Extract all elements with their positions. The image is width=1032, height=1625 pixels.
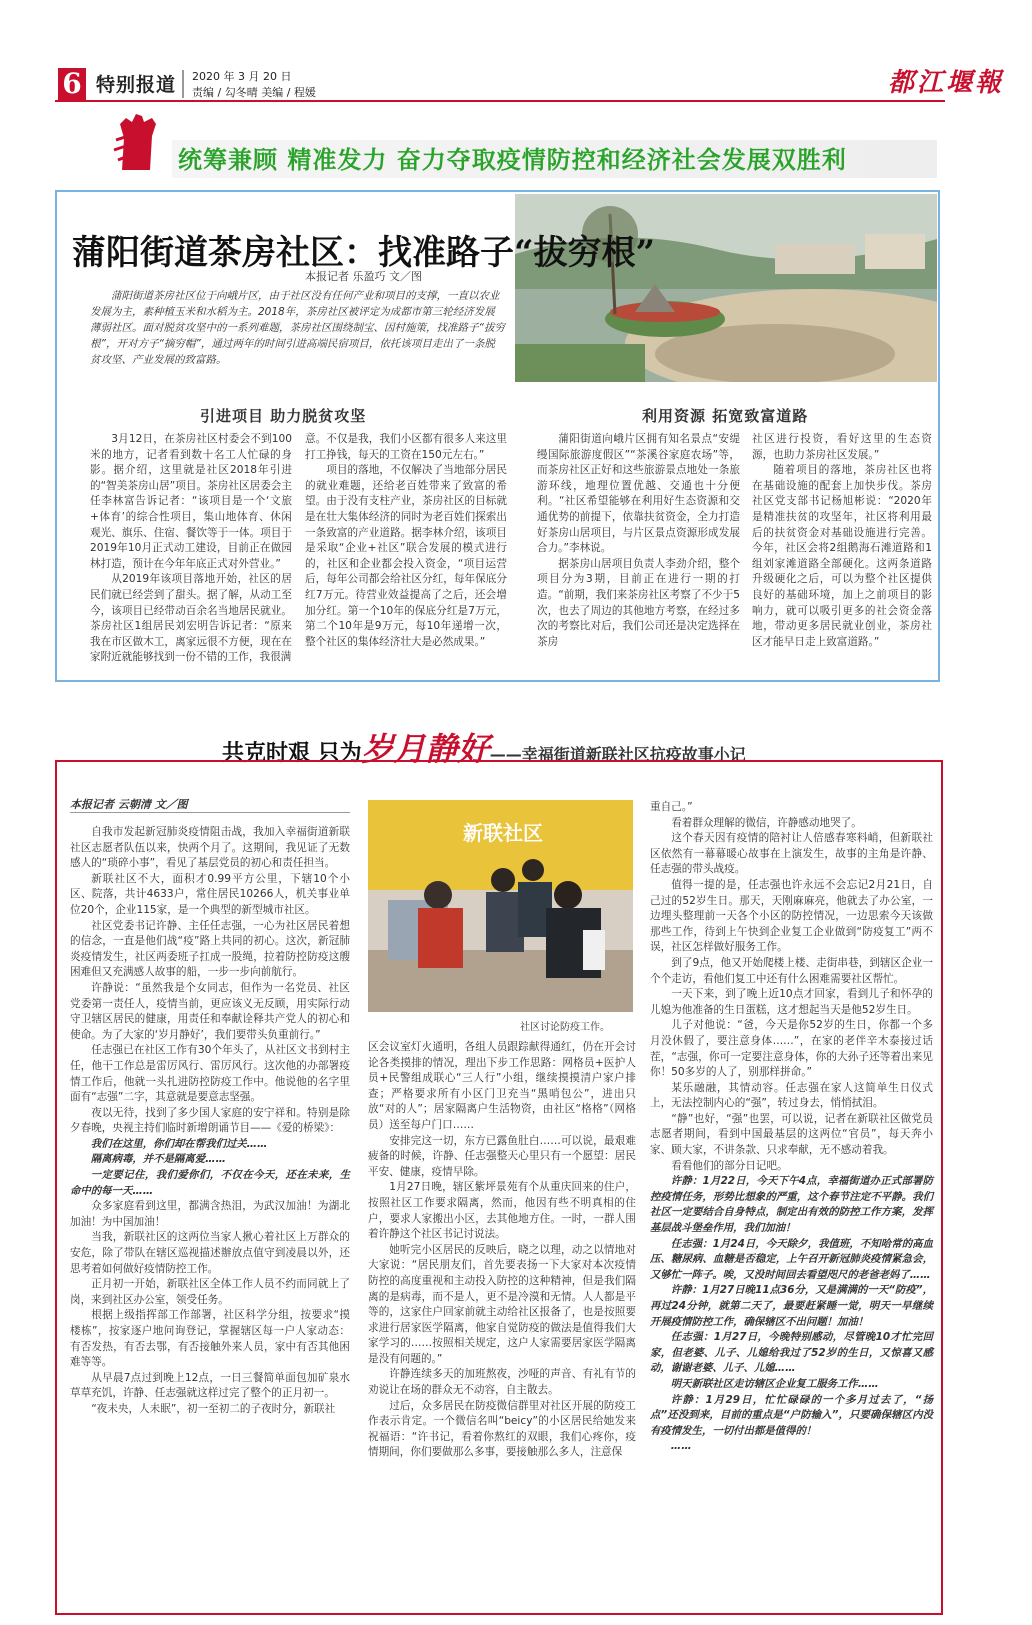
poem-line: 隔离病毒，并不是隔离爱…… <box>90 1153 226 1166</box>
paragraph: 夜以无待，找到了多少国人家庭的安宁祥和。特别是除夕春晚，央视主持们临时新增朗诵节目——《爱的桥梁》： <box>70 1106 350 1135</box>
paragraph: 据茶房山居项目负责人李劲介绍，整个项目分为3期，目前正在进行一期的打造。“前期，我们来茶房社区考察了不少于5次，也去了周边的其他地方考察，在经过多次的考察比对后，我们公司还是决定选择在茶房 <box>537 557 740 648</box>
paragraph: “夜未央，人未眠”，初一至初二的子夜时分，新联社 <box>91 1402 336 1415</box>
paragraph: 安排完这一切，东方已露鱼肚白……可以说，最艰难疲备的时候，许静、任志强整天心里只有一个愿望：居民平安、健康，疫情早除。 <box>368 1134 636 1178</box>
paragraph: 区会议室灯火通明，各组人员跟踪献得通红，仍在开会讨论各类摸排的情况，理出下步工作思路：网格员+医护人员+民警组成联心“三人行”小组，继续摸摸清户家户排查；严格要求所有小区门卫充当“黑哨包公”，进出只放“对的人”；居家隔离户生活物资，由社区“格格”（网格员）送至每户门口…… <box>368 1041 636 1131</box>
paragraph: 重自己。” <box>650 801 693 813</box>
diary-entry: 任志强：1月27日，今晚特别感动，尽管晚10才忙完回家，但老婆、儿子、儿媳给我过了52岁的生日，又惊喜又感动，谢谢老婆、儿子、儿媳…… <box>650 1331 933 1375</box>
story2-column-2 <box>368 1040 636 1461</box>
paragraph: 儿子对他说：“爸，今天是你52岁的生日，你都一个多月没休假了，要注意身体……”，在家的老伴辛木泰接过话茬，“志强，你可一定要注意身体，你的大孙子还等着出来见你！50多岁的人了，别那样拼命。” <box>650 1019 933 1079</box>
paragraph: 社区党委书记许静、主任任志强，一心为社区居民着想的信念，一直是他们战“疫”路上共同的初心。这次，新冠肺炎疫情发生，社区两委班子扛成一股绳，拉着防控防疫这艘困难但又充满感人故事的船，一步一步向前航行。 <box>70 919 350 979</box>
paragraph: 她听完小区居民的反映后，晓之以理，动之以情地对大家说：“居民朋友们，首先要表扬一下大家对本次疫情防控的高度重视和主动投入防控的这种精神，但是我们隔离的是病毒，而不是人，更不是冷漠和无情。人人都是平等的，这家住户回家前就主动给社区报备了，也是按照要求进行居家医学隔离，他家自觉防疫的做法是值得我们大家学习的……按照相关规定，这户人家需要居家医学隔离是没有问题的。” <box>368 1243 636 1365</box>
paragraph: 某乐融融，其情动容。任志强在家人这简单生日仪式上，无法控制内心的“强”，转过身去，悄悄拭泪。 <box>650 1081 933 1110</box>
story1-lead: 蒲阳街道茶房社区位于向峨片区，由于社区没有任何产业和项目的支撑，一直以农业发展为主，素种植玉米和水稻为主。2018年，茶房社区被评定为成都市第三轮经济发展薄弱社区。面对脱贫攻坚中的一系列难题，茶房社区围绕制宝、因村施策，找准路子“拔穷根”，开对方子“摘穷帽”，通过两年的时间引进高端民宿项目，依托该项目走出了一条脱贫攻坚、产业发展的致富路。 <box>90 290 505 366</box>
diary-entry: …… <box>670 1440 692 1453</box>
paragraph: 这个春天因有疫情的陪衬让人倍感春寒料峭，但新联社区依然有一幕幕暖心故事在上演发生，故事的主角是许静、任志强的带头战疫。 <box>650 832 933 876</box>
story1-column-4 <box>752 432 932 650</box>
story1-photo <box>515 194 937 382</box>
diary-entry: 许静：1月29日，忙忙碌碌的一个多月过去了，“扬点”还没到来，目前的重点是“户防输入”，只要确保辖区内没有疫情发生，一切付出都是值得的！ <box>650 1393 933 1437</box>
paragraph: 从早晨7点过到晚上12点，一日三餐简单面包加矿泉水草草充饥，许静、任志强就这样过完了整个的正月初一。 <box>70 1371 350 1400</box>
paragraph: 一天下来，到了晚上近10点才回家，看到儿子和怀孕的儿媳为他准备的生日蛋糕，这才想起当天是他52岁生日。 <box>650 988 933 1016</box>
paragraph: 值得一提的是，任志强也许永远不会忘记2月21日，自己过的52岁生日。那天，天刚麻麻亮，他就去了办公室，一边埋头整理前一天各个小区的防控情况，一边思索今天该做那些工作，待到上午快到企业复工企业做到“防疫复工”两不误，社区怎样做好服务工作。 <box>650 878 933 954</box>
photo-sign-text: 新联社区 <box>463 821 543 845</box>
story1-column-2 <box>305 432 507 650</box>
story1-byline: 本报记者 乐盈巧 文／图 <box>305 270 422 283</box>
diary-entry: 许静：1月27日晚11点36分，又是满满的一天“防疫”，再过24分钟，就第二天了，最要赶紧睡一觉，明天一早继续开展疫情防控工作，确保辖区不出问题！加油！ <box>650 1284 933 1328</box>
paragraph: 自我市发起新冠肺炎疫情阻击战，我加入幸福街道新联社区志愿者队伍以来，快两个月了。这期间，我见证了无数感人的“琐碎小事”，看见了基层党员的初心和责任担当。 <box>70 826 350 870</box>
issue-date: 2020 年 3 月 20 日 <box>192 70 292 83</box>
story1-headline: 蒲阳街道茶房社区：找准路子“拔穷根” <box>72 233 656 273</box>
story1-subhead-right: 利用资源 拓宽致富道路 <box>642 407 809 425</box>
story2-headline-pre: 共克时艰 只为 <box>222 741 362 766</box>
diary-entry: 许静：1月22日，今天下午4点，幸福街道办正式部署防控疫情任务，形势比想象的严重，这个春节注定不平静。我们社区一定要结合自身特点，制定出有效的防控工作方案，发挥基层战斗堡垒作用，我们加油！ <box>650 1175 933 1235</box>
diary-entry: 明天新联社区走访辖区企业复工服务工作…… <box>670 1377 879 1390</box>
story2-byline: 本报记者 云朝清 文／图 <box>70 798 188 811</box>
story1-subhead-left: 引进项目 助力脱贫攻坚 <box>200 407 367 425</box>
paragraph: 看看他们的部分日记吧。 <box>671 1159 788 1172</box>
story1-column-3 <box>537 432 740 650</box>
paragraph: 随着项目的落地，茶房社区也将在基础设施的配套上加快步伐。茶房社区党支部书记杨旭彬说：“2020年是精准扶贫的攻坚年，社区将利用最后的扶贫资金对基础设施进行完善。今年，社区会将2组鹅海石滩道路和1组刘家滩道路全部硬化。这两条道路升级硬化之后，可以为整个社区提供良好的基础环境，加上之前项目的影响力，就可以吸引更多的社会资金落地，带动更多居民就业创业，茶房社区才能早日走上致富道路。” <box>752 464 932 648</box>
story2-photo <box>368 800 633 1012</box>
paragraph: 许静说：“虽然我是个女同志，但作为一名党员、社区党委第一责任人，疫情当前，更应该义无反顾，用实际行动守卫辖区居民的健康，用责任和奉献诠释共产党人的初心和使命。为了大家的‘岁月静好’，我们要带头负重前行。” <box>70 981 350 1041</box>
poem-line: 我们在这里，你们却在帮我们过关…… <box>90 1137 268 1150</box>
paragraph: 正月初一开始，新联社区全体工作人员不约而同就上了岗，来到社区办公室，领受任务。 <box>70 1278 350 1306</box>
paragraph: 到了9点，他又开始爬楼上楼、走街串巷，到辖区企业一个个走访，看他们复工中还有什么困难需要社区帮忙。 <box>650 956 933 985</box>
paragraph: 意。不仅是我，我们小区都有很多人来这里打工挣钱，每天的工资在150元左右。” <box>305 433 507 461</box>
paragraph: 看着群众理解的微信，许静感动地哭了。 <box>671 816 862 829</box>
paragraph: 从2019年该项目落地开始，社区的居民们就已经尝到了甜头。据了解，从动工至今，该项目已经带动百余名当地居民就业。茶房社区1组居民刘宏明告诉记者：“原来我在市区做木工，离家远很不方便，现在在家附近就能够找到一份不错的工作，我很满 <box>90 573 292 664</box>
banner-slogan: 统筹兼顾 精准发力 奋力夺取疫情防控和经济社会发展双胜利 <box>178 146 847 174</box>
header-rule <box>55 100 945 102</box>
story2-column-3 <box>650 800 933 1455</box>
story2-headline-sub: ——幸福街道新联社区抗疫故事小记 <box>489 745 746 764</box>
photo-caption: 社区讨论防疫工作。 <box>520 1022 610 1033</box>
newspaper-logo: 都江堰報 <box>888 68 1005 98</box>
poem-line: 一定要记住，我们爱你们，不仅在今天，还在未来，生命中的每一天…… <box>70 1169 350 1197</box>
paragraph: 3月12日，在茶房社区村委会不到100米的地方，记者看到数十名工人忙碌的身影。据介绍，这里就是社区2018年引进的“智美茶房山居”项目。茶房社区居委会主任李林富告诉记者：“该项目是一个‘文旅+体育’的综合性项目，集山地体育、休闲观光、旗乐、住宿、餐饮等于一体。项目于2019年10月正式动工建设，目前正在做园林打造，预计在今年年底正式对外营业。” <box>90 433 292 570</box>
paragraph: 众多家庭看到这里，都满含热泪，为武汉加油！为湖北加油！为中国加油！ <box>70 1200 350 1228</box>
paragraph: 蒲阳街道向峨片区拥有知名景点“安缇缦国际旅游度假区”“茶溪谷家庭农场”等，而茶房社区正好和这些旅游景点地处一条旅游环线，地理位置优越、交通也十分便利。“社区希望能够在利用好生态资源和交通优势的前提下，依靠扶贫资金，全力打造好茶房山居项目，与片区景点资源形成发展合力。”李林说。 <box>537 433 740 555</box>
raised-fist-icon <box>112 110 162 172</box>
byline-rule <box>70 812 350 813</box>
paragraph: 根据上级指挥部工作部署，社区科学分组，按要求“摸楼栋”，按家逐户地问询登记，掌握辖区每一户人家动态：有否发热，有否去鄂，有否接触外来人员，家中有否其他困难等等。 <box>70 1309 350 1369</box>
editor-credits: 责编 / 勾冬晴 美编 / 程媛 <box>192 86 316 99</box>
story2-column-1 <box>70 825 350 1418</box>
paragraph: 任志强已在社区工作有30个年头了，从社区文书到村主任，他干工作总是雷厉风行、雷厉风行。这次他的办部署疫情工作后，他就一头扎进防控防疫工作中。他说他的名字里面有“志强”二字，其意就是要意志坚强。 <box>70 1044 350 1104</box>
story2-headline-calligraphy: 岁月静好 <box>361 730 490 768</box>
paragraph: 当我，新联社区的这两位当家人揪心着社区上万群众的安危，除了带队在辖区巡视描述辦放点值守到凌晨以外，还思考着如何做好疫情防控工作。 <box>70 1231 350 1275</box>
page-number: 6 <box>58 68 86 100</box>
section-divider <box>182 70 184 98</box>
paragraph: 过后，众多居民在防疫微信群里对社区开展的防疫工作表示肯定。一个微信名叫“beicy”的小区居民给她发来祝福语：“许书记，看着你熬红的双眼，我们心疼你，疫情期间，你们要做那么多事，要接触那么多人，注意保 <box>368 1399 636 1459</box>
paragraph: 新联社区不大，面积才0.99平方公里，下辖10个小区、院落，共计4633户，常住居民10266人，机关事业单位20个，企业115家，是一个典型的新型城市社区。 <box>70 872 350 916</box>
paragraph: 社区进行投资，看好这里的生态资源，也助力茶房社区发展。” <box>752 433 932 461</box>
section-title: 特别报道 <box>96 74 177 96</box>
diary-entry: 任志强：1月24日，今天除夕，我值班，不知哈常的高血压、糖尿病、血糖是否稳定，上午召开新冠肺炎疫情紧急会，又够忙一阵子。唉，又没时间回去看望咫尺的老爸老妈了…… <box>650 1237 933 1281</box>
paragraph: 许静连续多天的加班熬夜，沙哑的声音、有礼有节的劝说让在场的群众无不动容，自主散去。 <box>368 1368 636 1397</box>
paragraph: “静”也好，“强”也罢，可以说，记者在新联社区做党员志愿者期间，看到中国最基层的这两位“官员”，每天奔小家、顾大家，不讲条款、只求奉献，无不感动着我。 <box>650 1112 933 1157</box>
paragraph: 项目的落地，不仅解决了当地部分居民的就业难题，还给老百姓带来了致富的希望。由于没有支柱产业，茶房社区的目标就是在壮大集体经济的同时为老百姓们探索出一条致富的产业道路。据李林介绍，该项目是采取“企业+社区”联合发展的模式进行的，社区和企业都会投入资金，“项目运营后，每年公司都会给社区分红，每年保底分红7万元。待营业效益提高了之后，还会增加分红。第一个10年的保底分红是7万元，第二个10年是9万元，每10年递增一次，整个社区的集体经济壮大是必然成果。” <box>305 464 507 648</box>
paragraph: 1月27日晚，辖区紫坪景苑有个从重庆回来的住户，按照社区工作要求隔离，然而，他因有些不明真相的住户，要求人家搬出小区，去其他地方住。一时，一群人围着许静这个社区书记讨说法。 <box>368 1181 636 1241</box>
story1-column-1 <box>90 432 292 666</box>
